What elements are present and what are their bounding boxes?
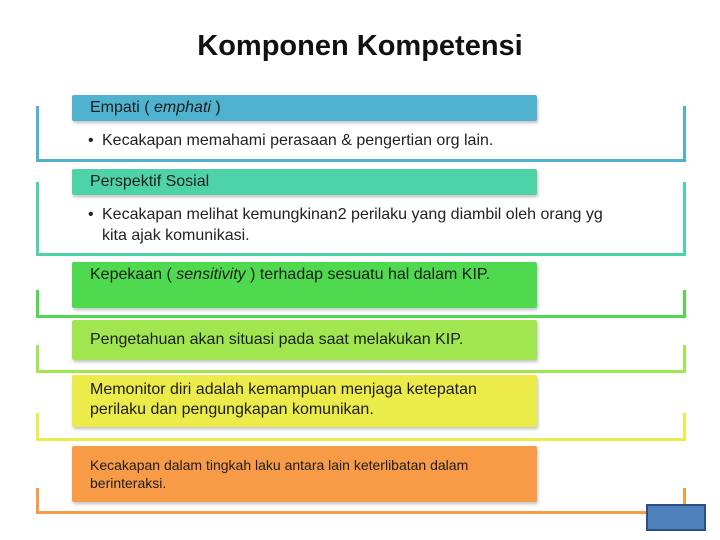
component-label-pengetahuan: Pengetahuan akan situasi pada saat melakukan KIP. [90,331,464,348]
component-label-perspektif: Perspektif Sosial [90,173,210,190]
component-tab-perspektif [72,169,537,195]
bullet-icon: • [88,132,94,149]
component-label-memonitor: Memonitor diri adalah kemampuan menjaga ketepatan perilaku dan pengungkapan komunikan. [90,381,477,418]
component-tab-pengetahuan [72,320,537,360]
component-tab-empati [72,95,537,121]
next-slide-button[interactable] [646,504,706,531]
page-title: Komponen Kompetensi [197,30,523,62]
component-tab-kepekaan [72,262,537,308]
bullet-icon: • [88,206,94,223]
component-tab-memonitor [72,375,537,427]
component-label-kepekaan: Kepekaan ( sensitivity ) terhadap sesuatu hal dalam KIP. [90,266,490,283]
component-label-empati: Empati ( emphati ) [90,99,221,116]
component-desc-empati: • Kecakapan memahami perasaan & pengertian org lain. [88,132,494,149]
component-label-kecakapan: Kecakapan dalam tingkah laku antara lain keterlibatan dalam berinteraksi. [90,457,469,491]
component-desc-perspektif: • Kecakapan melihat kemungkinan2 perilaku yang diambil oleh orang yg kita ajak komunikasi. [88,206,603,244]
component-tab-kecakapan [72,446,537,502]
